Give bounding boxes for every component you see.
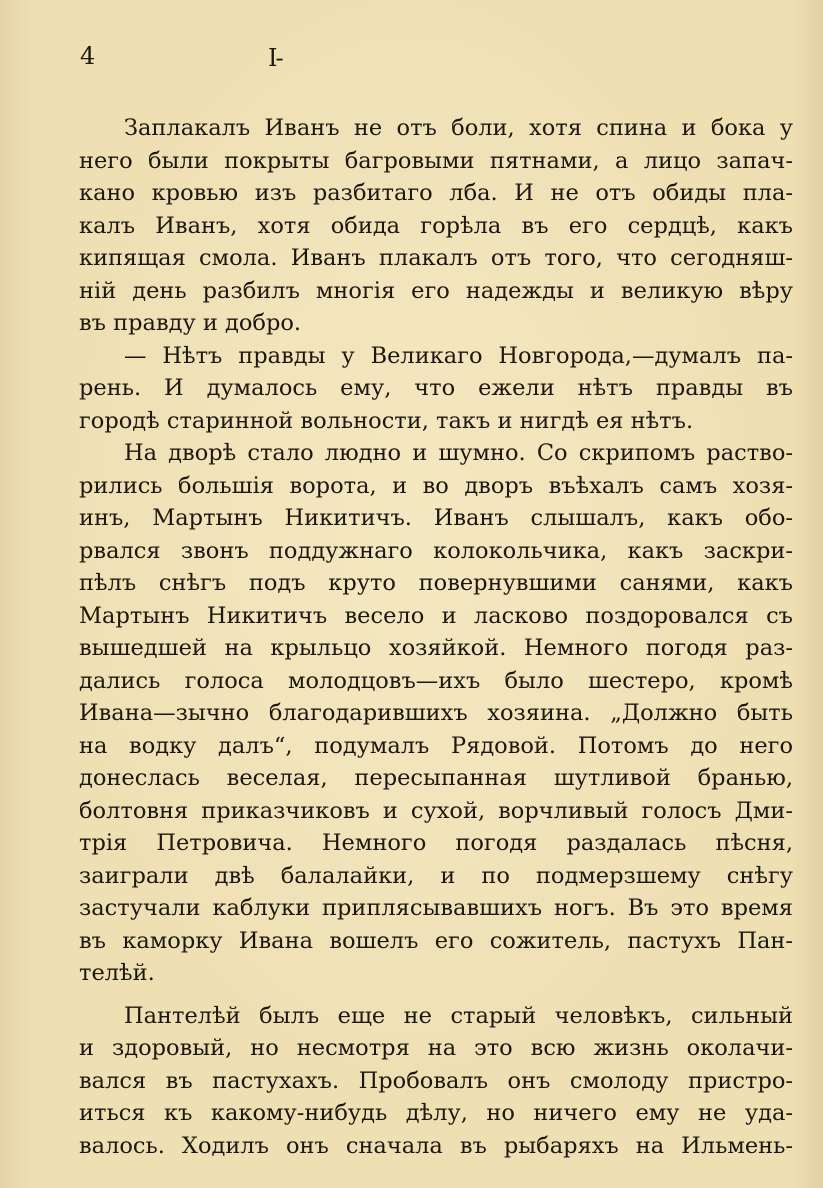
- text-line: донеслась веселая, пересыпанная шутливой бранью,: [79, 765, 793, 791]
- text-line: телѣй.: [79, 960, 155, 986]
- text-line: болтовня приказчиковъ и сухой, ворчливый голосъ Дми-: [79, 797, 793, 824]
- text-line: Мартынъ Никитичъ весело и ласково поздоровался съ: [79, 602, 793, 629]
- text-line: городѣ старинной вольности, такъ и нигдѣ ея нѣтъ.: [79, 407, 694, 434]
- text-line: кано кровью изъ разбитаго лба. И не отъ обиды пла-: [79, 180, 793, 206]
- paragraph-4: [79, 1000, 793, 1163]
- text-line: въ каморку Ивана вошелъ его сожитель, пастухъ Пан-: [79, 927, 793, 954]
- text-line: вался въ пастухахъ. Пробовалъ онъ смолоду пристро-: [79, 1067, 793, 1094]
- text-line: Заплакалъ Иванъ не отъ боли, хотя спина и бока у: [124, 115, 793, 141]
- text-line: и здоровый, но несмотря на это всю жизнь околачи-: [79, 1035, 793, 1061]
- page-text: [79, 112, 793, 1162]
- paragraph-3: [79, 437, 793, 990]
- text-line: — Нѣтъ правды у Великаго Новгорода,—думалъ па-: [124, 342, 793, 369]
- text-line: вышедшей на крыльцо хозяйкой. Немного погодя раз-: [79, 635, 793, 661]
- text-line: Пантелѣй былъ еще не старый человѣкъ, сильный: [124, 1002, 793, 1029]
- text-line: калъ Иванъ, хотя обида горѣла въ его сердцѣ, какъ: [79, 212, 793, 239]
- page-mark: I-: [268, 44, 282, 72]
- text-line: рень. И думалось ему, что ежели нѣтъ правды въ: [79, 375, 793, 401]
- text-line: трiя Петровича. Немного погодя раздалась пѣсня,: [79, 830, 793, 856]
- text-line: рвался звонъ поддужнаго колокольчика, какъ заскри-: [79, 537, 793, 564]
- text-line: На дворѣ стало людно и шумно. Со скрипомъ раство-: [124, 440, 793, 466]
- page-number: 4: [80, 42, 96, 70]
- text-line: заиграли двѣ балалайки, и по подмерзшему снѣгу: [79, 862, 793, 889]
- text-line: Ивана—зычно благодарившихъ хозяина. „Должно быть: [79, 700, 793, 726]
- paragraph-gap: [79, 990, 793, 1000]
- text-line: нiй день разбилъ многiя его надежды и великую вѣру: [79, 277, 793, 304]
- text-line: кипящая смола. Иванъ плакалъ отъ того, что сегодняш-: [79, 245, 793, 271]
- text-line: застучали каблуки приплясывавшихъ ногъ. Въ это время: [79, 895, 793, 921]
- text-line: пѣлъ снѣгъ подъ круто повернувшими санями, какъ: [79, 570, 793, 596]
- text-line: рились большiя ворота, и во дворъ въѣхалъ самъ хозя-: [79, 472, 793, 499]
- paragraph-1: [79, 112, 793, 340]
- text-line: въ правду и добро.: [79, 310, 302, 336]
- text-line: него были покрыты багровыми пятнами, а лицо запач-: [79, 147, 793, 174]
- text-line: инъ, Мартынъ Никитичъ. Иванъ слышалъ, какъ обо-: [79, 505, 793, 531]
- text-line: иться къ какому-нибудь дѣлу, но ничего ему не уда-: [79, 1100, 793, 1126]
- text-line: валось. Ходилъ онъ сначала въ рыбаряхъ на Ильмень-: [79, 1132, 793, 1159]
- paragraph-2: [79, 340, 793, 438]
- text-line: на водку далъ“, подумалъ Рядовой. Потомъ до него: [79, 732, 793, 759]
- text-line: дались голоса молодцовъ—ихъ было шестеро, кромѣ: [79, 667, 793, 694]
